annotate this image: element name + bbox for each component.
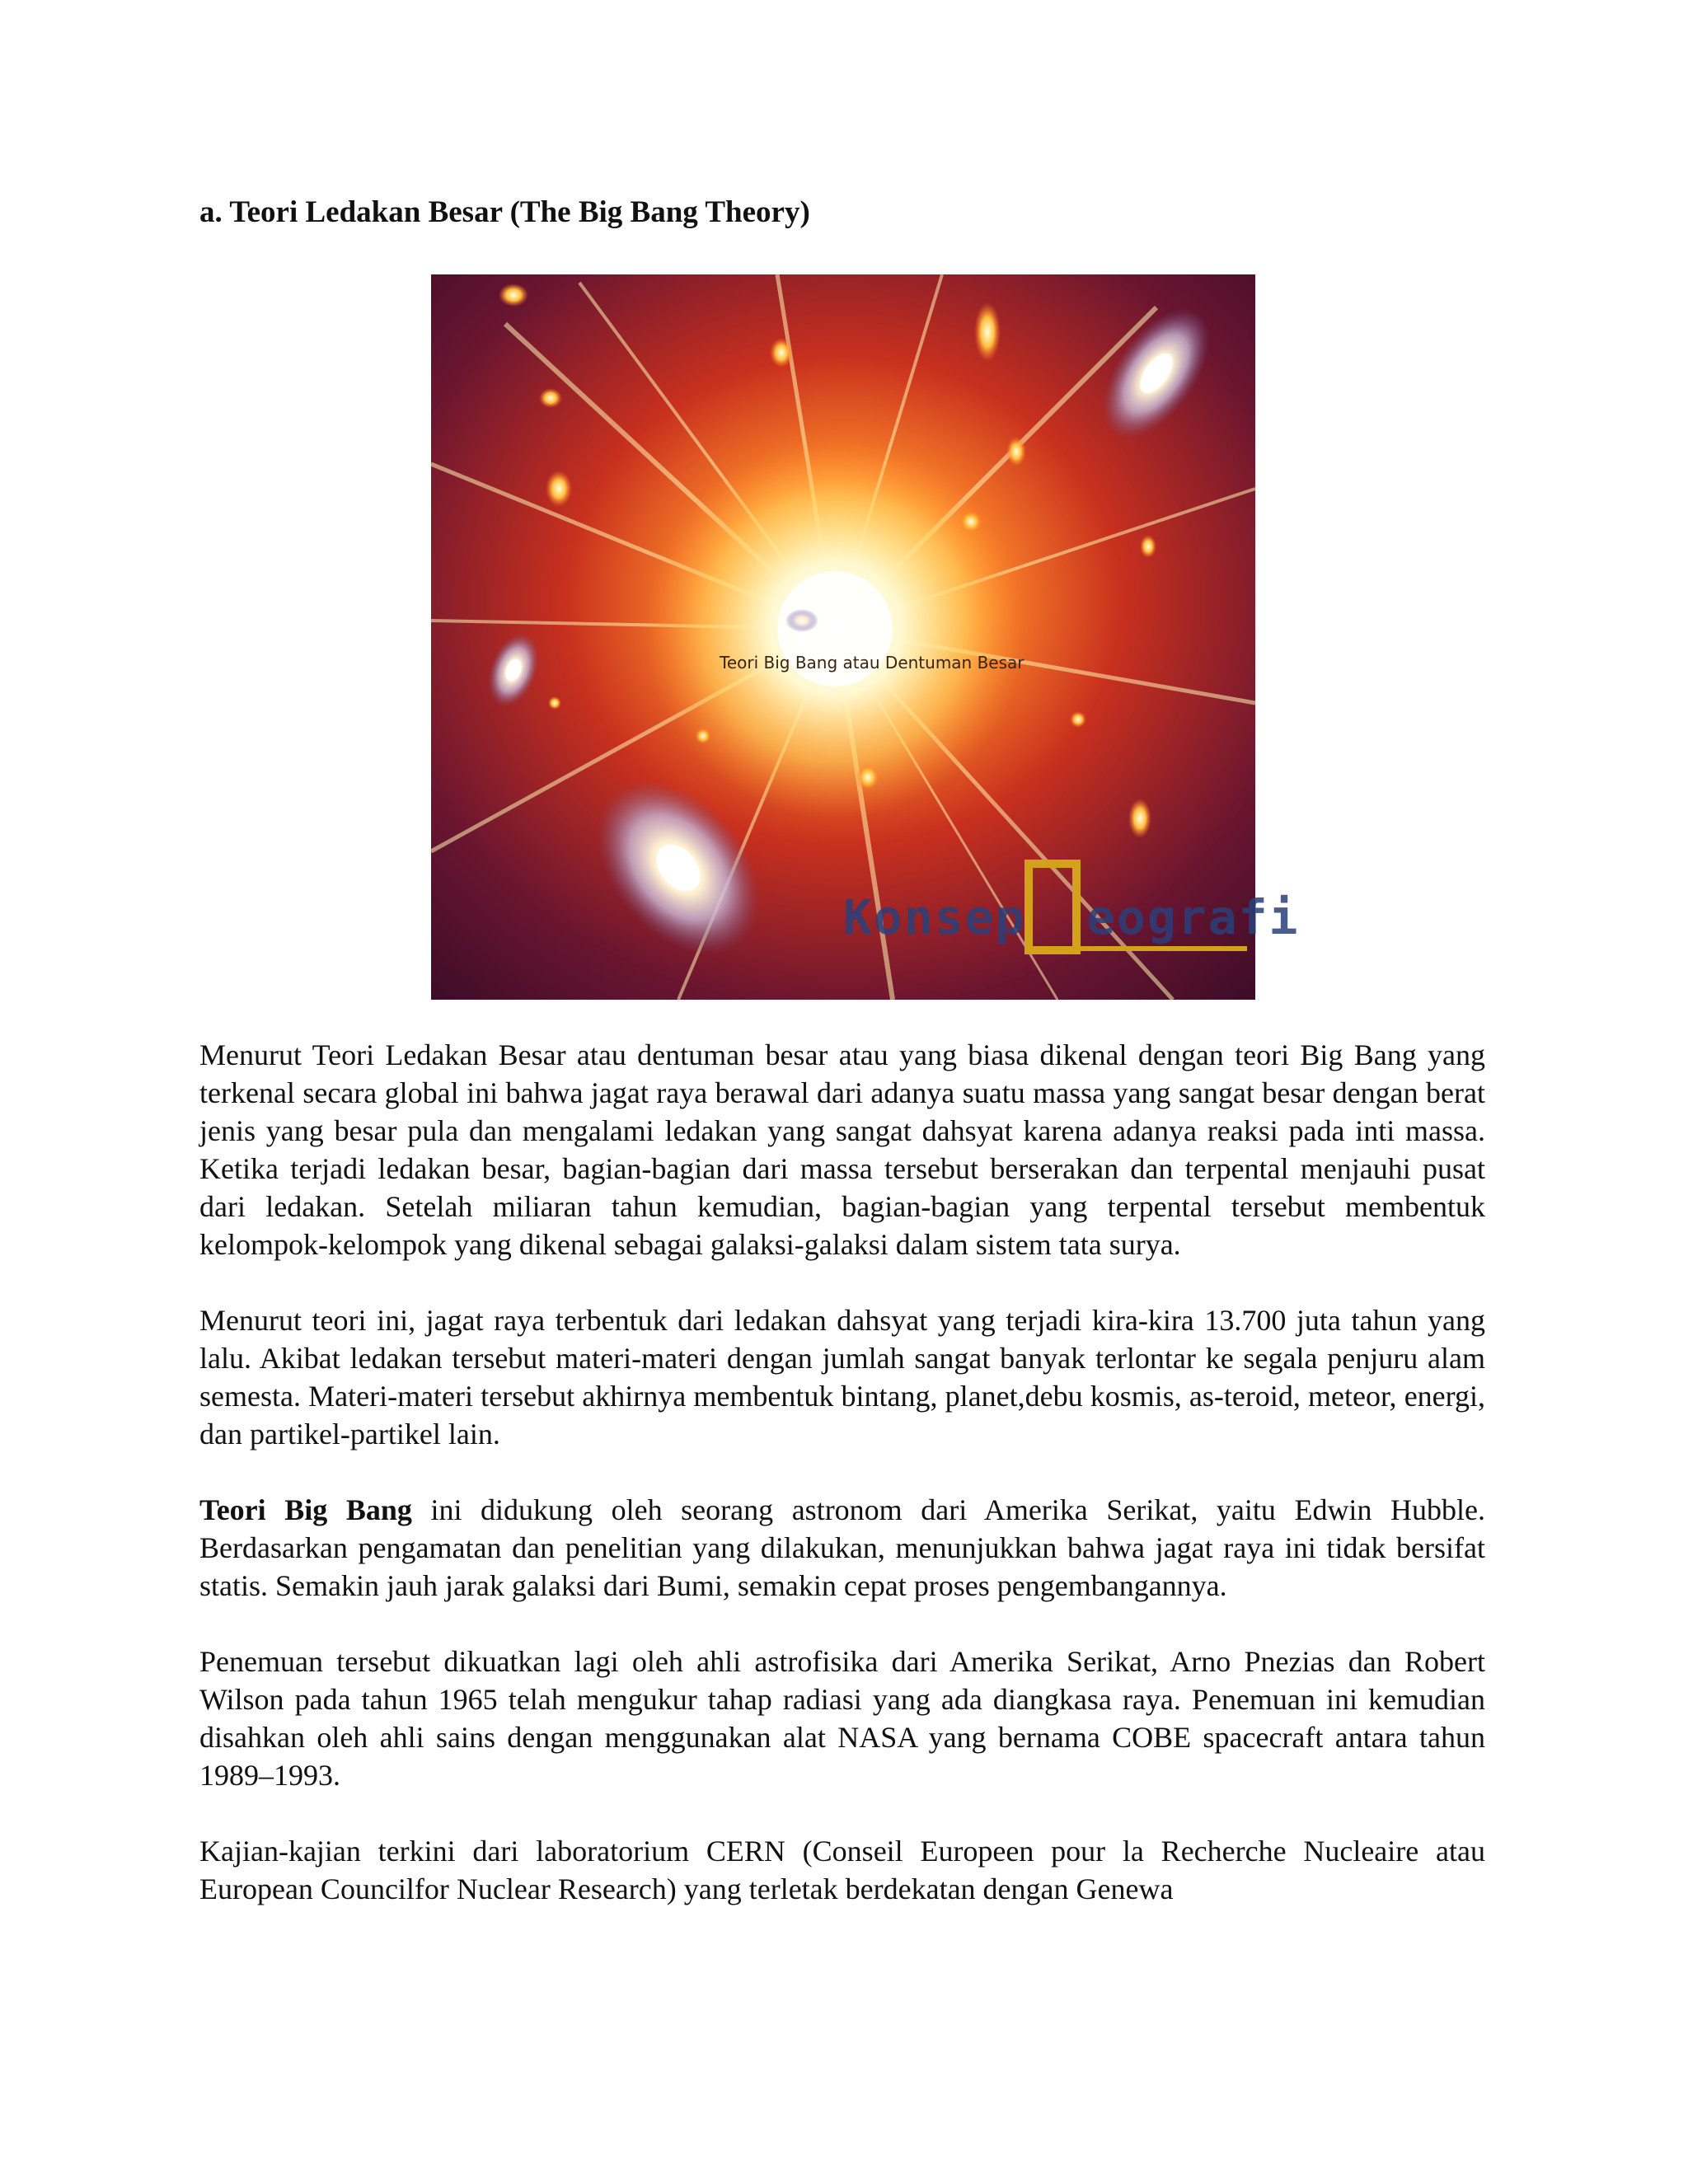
paragraph-1-text: Menurut Teori Ledakan Besar atau dentuman besar atau yang biasa dikenal dengan teori Big Bang yang terkenal secara global ini bahwa jagat raya berawal dari adanya suatu massa yang sangat besar dengan berat jenis yang besar pula dan mengalami ledakan yang sangat dahsyat karena adanya reaksi pada inti massa. Ketika terjadi ledakan besar, bagian-bagian dari massa tersebut berserakan dan terpental menjauhi pusat dari ledakan. Setelah miliaran tahun kemudian, bagian-bagian yang terpental tersebut membentuk kelompok-kelompok yang dikenal sebagai galaksi-galaksi dalam sistem tata surya.: [199, 1038, 1485, 1261]
paragraph-2: [199, 1301, 1485, 1453]
paragraph-1: [199, 1036, 1485, 1263]
paragraph-3-lead: Teori Big Bang: [199, 1493, 412, 1526]
section-heading: a. Teori Ledakan Besar (The Big Bang Theory): [199, 195, 810, 229]
paragraph-4-text: Penemuan tersebut dikuatkan lagi oleh ahli astrofisika dari Amerika Serikat, Arno Pnezias dan Robert Wilson pada tahun 1965 telah mengukur tahap radiasi yang ada diangkasa raya. Penemuan ini kemudian disahkan oleh ahli sains dengan menggunakan alat NASA yang bernama COBE spacecraft antara tahun 1989–1993.: [199, 1645, 1485, 1792]
paragraph-4: [199, 1643, 1485, 1794]
article-body: [199, 1036, 1485, 1908]
svg-text:Konsep: Konsep: [843, 889, 1026, 945]
paragraph-3: [199, 1491, 1485, 1605]
svg-text:eografi: eografi: [1086, 889, 1300, 945]
paragraph-5: [199, 1832, 1485, 1908]
paragraph-5-text: Kajian-kajian terkini dari laboratorium CERN (Conseil Europeen pour la Recherche Nucleaire atau European Councilfor Nuclear Research) yang terletak berdekatan dengan Genewa: [199, 1835, 1485, 1905]
paragraph-2-text: Menurut teori ini, jagat raya terbentuk dari ledakan dahsyat yang terjadi kira-kira 13.700 juta tahun yang lalu. Akibat ledakan tersebut materi-materi dengan jumlah sangat banyak terlontar ke segala penjuru alam semesta. Materi-materi tersebut akhirnya membentuk bintang, planet,debu kosmis, as-teroid, meteor, energi, dan partikel-partikel lain.: [199, 1304, 1485, 1451]
big-bang-illustration: [431, 274, 1300, 1000]
paragraph-3-text: ini didukung oleh seorang astronom dari Amerika Serikat, yaitu Edwin Hubble. Berdasarkan pengamatan dan penelitian yang dilakukan, menunjukkan bahwa jagat raya ini tidak bersifat statis. Semakin jauh jarak galaksi dari Bumi, semakin cepat proses pengembangannya.: [199, 1493, 1485, 1602]
image-caption: Teori Big Bang atau Dentuman Besar: [720, 653, 1025, 673]
